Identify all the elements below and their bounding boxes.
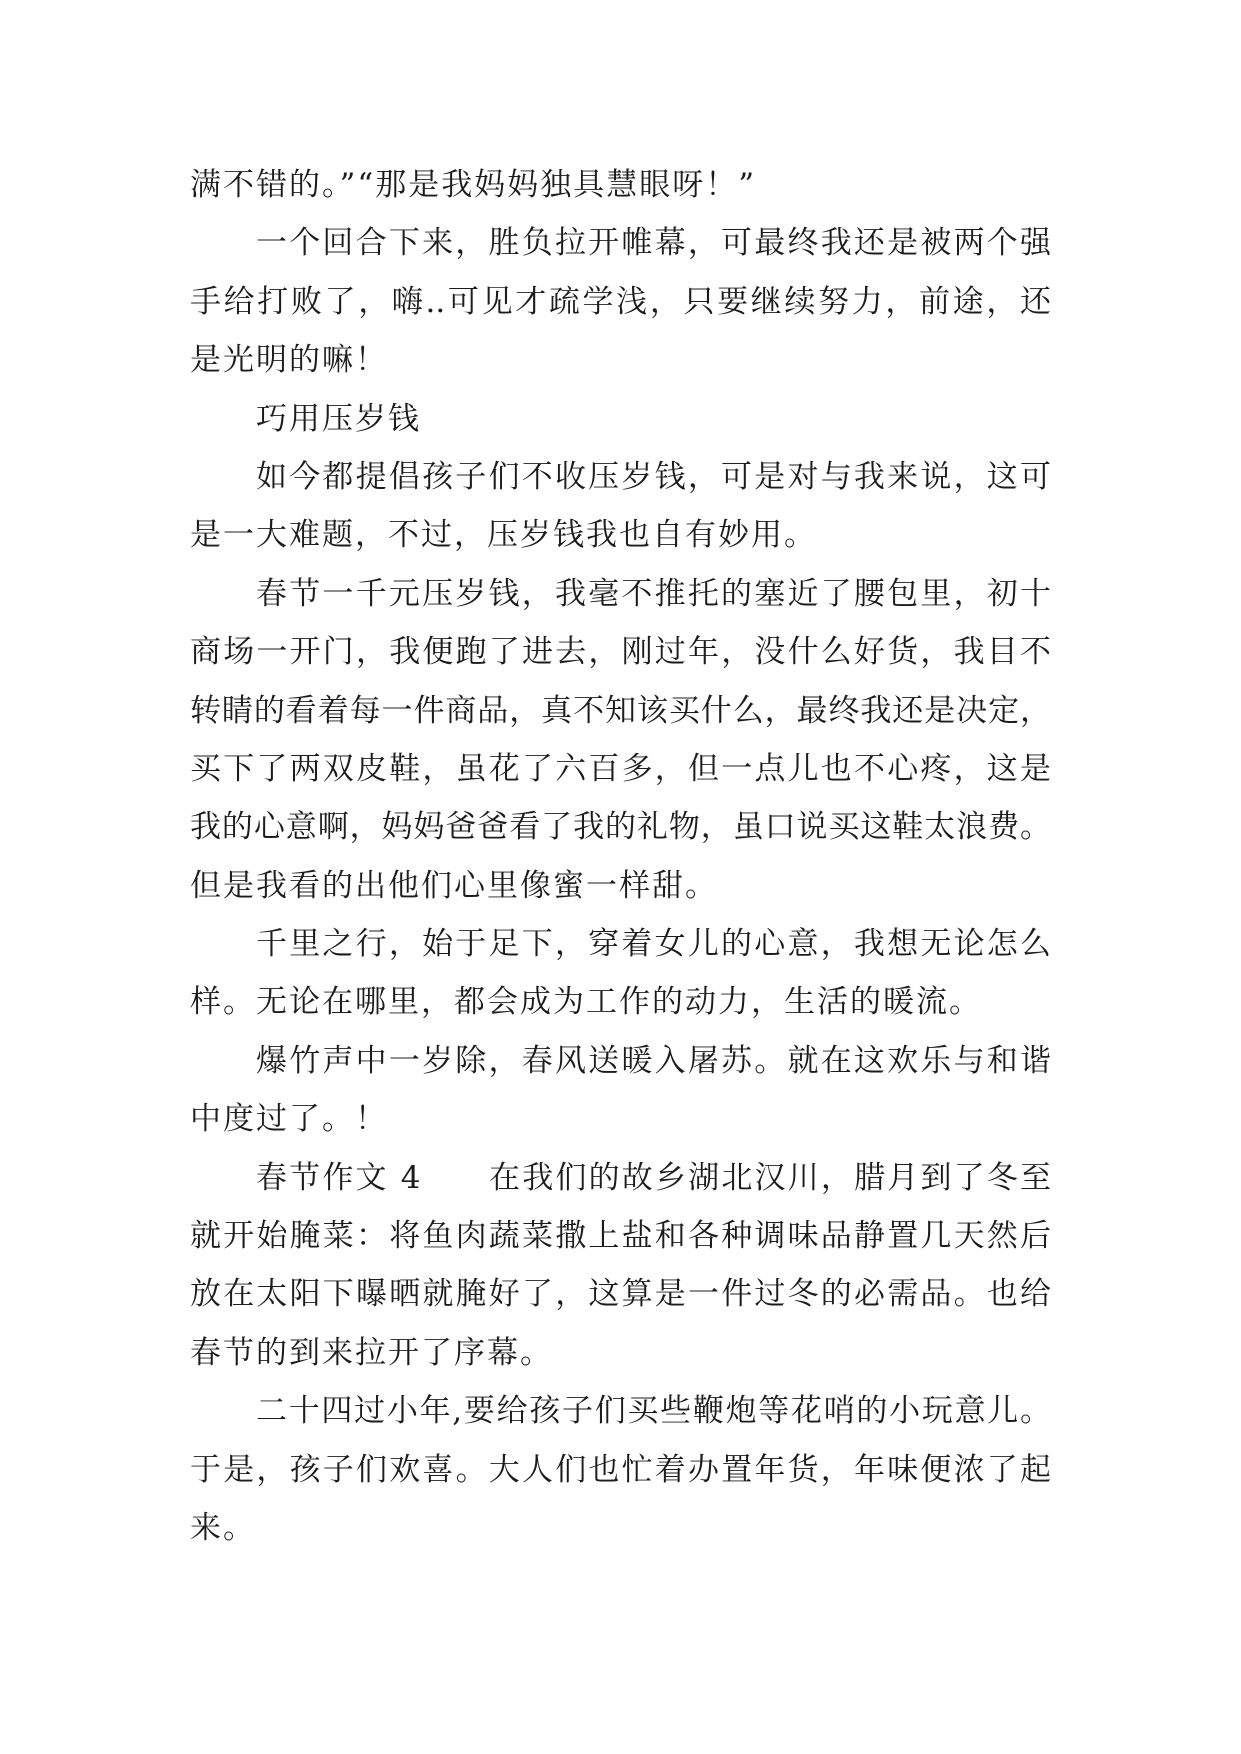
section-heading: 巧用压岁钱 [256, 400, 421, 437]
text-line: 商场一开门，我便跑了进去，刚过年，没什么好货，我目不 [190, 634, 1051, 671]
text-line: 爆竹声中一岁除，春风送暖入屠苏。就在这欢乐与和谐 [256, 1042, 1051, 1079]
text-line: 千里之行，始于足下，穿着女儿的心意，我想无论怎么 [256, 926, 1051, 963]
text-line: 是一大难题，不过，压岁钱我也自有妙用。 [190, 517, 817, 554]
text-line: 但是我看的出他们心里像蜜一样甜。 [190, 867, 718, 904]
text-line: 放在太阳下曝晒就腌好了，这算是一件过冬的必需品。也给 [190, 1276, 1051, 1313]
text-line: 二十四过小年,要给孩子们买些鞭炮等花哨的小玩意儿。 [256, 1393, 1051, 1430]
text-line: 如今都提倡孩子们不收压岁钱，可是对与我来说，这可 [256, 458, 1051, 495]
text-line: 春节的到来拉开了序幕。 [190, 1334, 553, 1371]
document-body [190, 156, 1051, 1557]
text-line: 买下了两双皮鞋，虽花了六百多，但一点儿也不心疼，这是 [190, 750, 1051, 787]
text-line: 是光明的嘛！ [190, 342, 388, 379]
text-line: 来。 [190, 1509, 256, 1546]
text-line: 我的心意啊，妈妈爸爸看了我的礼物，虽口说买这鞋太浪费。 [190, 809, 1051, 846]
text-line: 一个回合下来，胜负拉开帷幕，可最终我还是被两个强 [256, 225, 1051, 262]
text-line: 春节作文 4 在我们的故乡湖北汉川，腊月到了冬至 [256, 1159, 1051, 1196]
text-line: 转睛的看着每一件商品，真不知该买什么，最终我还是决定， [190, 692, 1051, 729]
text-line: 满不错的。”“那是我妈妈独具慧眼呀！” [190, 167, 757, 203]
text-line: 样。无论在哪里，都会成为工作的动力，生活的暖流。 [190, 984, 982, 1021]
text-line: 手给打败了，嗨..可见才疏学浅，只要继续努力，前途，还 [190, 283, 1051, 320]
text-line: 春节一千元压岁钱，我毫不推托的塞近了腰包里，初十 [256, 575, 1051, 612]
text-line: 于是，孩子们欢喜。大人们也忙着办置年货，年味便浓了起 [190, 1451, 1051, 1488]
text-line: 就开始腌菜：将鱼肉蔬菜撒上盐和各种调味品静置几天然后 [190, 1218, 1051, 1255]
text-line: 中度过了。！ [190, 1101, 388, 1138]
